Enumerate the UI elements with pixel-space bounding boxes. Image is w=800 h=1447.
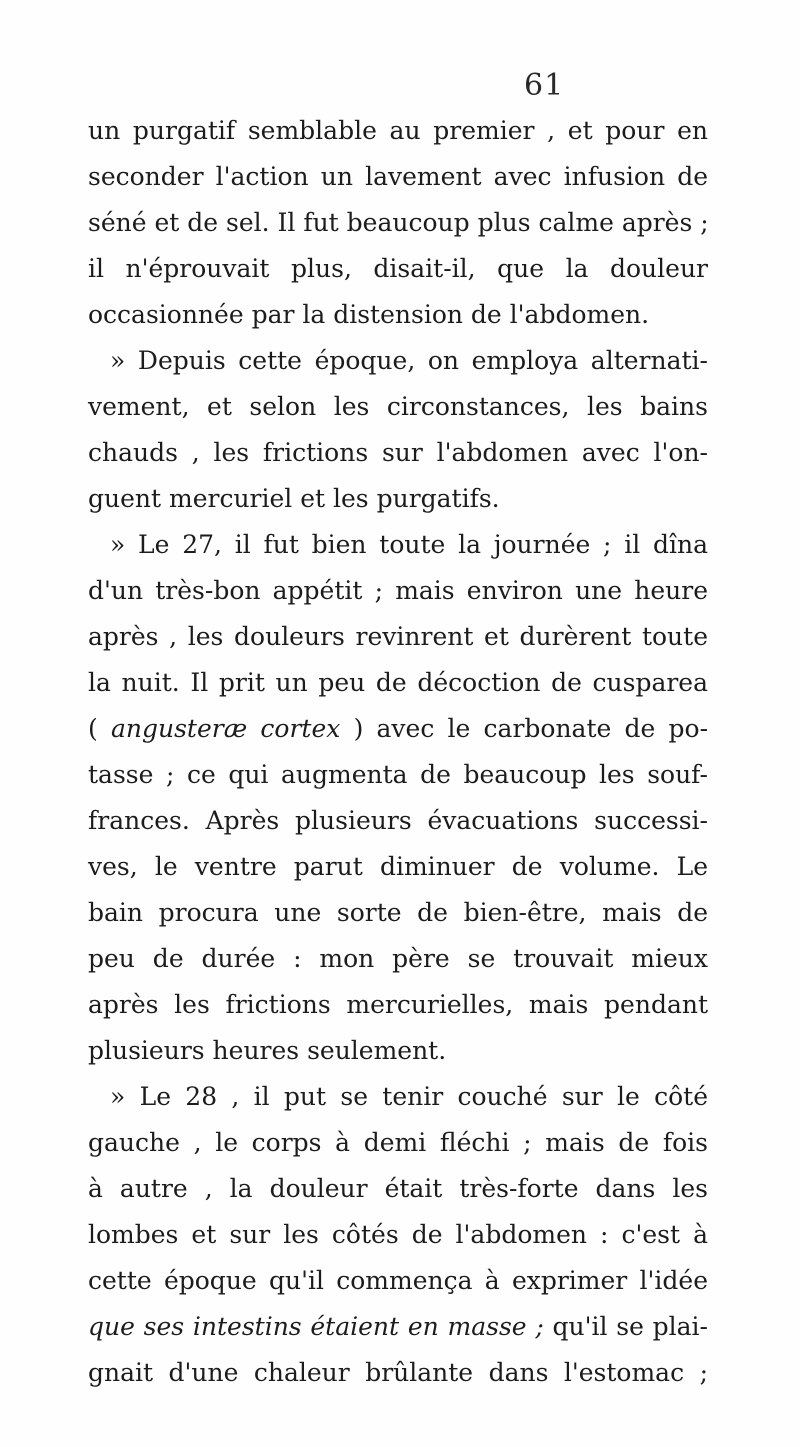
text-line: » Le 28 , il put se tenir couché sur le côté xyxy=(110,1082,708,1111)
text-line: d'un très-bon appétit ; mais environ une heure xyxy=(88,576,708,605)
text-segment: ( xyxy=(88,714,111,743)
text-line: gauche , le corps à demi fléchi ; mais de fois xyxy=(88,1128,708,1157)
body-text xyxy=(88,108,708,1396)
page-number: 61 xyxy=(524,68,565,103)
text-line: lombes et sur les côtés de l'abdomen : c'est à xyxy=(88,1220,708,1249)
text-line: vement, et selon les circonstances, les bains xyxy=(88,392,708,421)
text-line: cette époque qu'il commença à exprimer l'idée xyxy=(88,1266,708,1295)
text-line: séné et de sel. Il fut beaucoup plus calme après ; xyxy=(88,208,709,237)
text-line: après les frictions mercurielles, mais pendant xyxy=(88,990,708,1019)
text-line: guent mercuriel et les purgatifs. xyxy=(88,484,500,513)
text-line: » Depuis cette époque, on employa alternati- xyxy=(110,346,708,375)
text-segment: qu'il se plai- xyxy=(543,1312,709,1341)
text-line xyxy=(88,1304,708,1350)
text-line: ves, le ventre parut diminuer de volume. Le xyxy=(88,852,708,881)
emphasized-quote: que ses intestins étaient en masse ; xyxy=(88,1312,544,1341)
text-line: chauds , les frictions sur l'abdomen avec l'on- xyxy=(88,438,708,467)
text-line xyxy=(88,706,708,752)
text-line: plusieurs heures seulement. xyxy=(88,1036,447,1065)
text-line: tasse ; ce qui augmenta de beaucoup les souf- xyxy=(88,760,708,789)
text-segment: ) avec le carbonate de po- xyxy=(340,714,709,743)
text-line: à autre , la douleur était très-forte dans les xyxy=(88,1174,708,1203)
text-line: après , les douleurs revinrent et durèrent toute xyxy=(88,622,708,651)
text-line: la nuit. Il prit un peu de décoction de cusparea xyxy=(88,668,708,697)
text-line: occasionnée par la distension de l'abdomen. xyxy=(88,300,650,329)
text-line: bain procura une sorte de bien-être, mais de xyxy=(88,898,708,927)
text-line: il n'éprouvait plus, disait-il, que la douleur xyxy=(88,254,708,283)
text-line: gnait d'une chaleur brûlante dans l'estomac ; xyxy=(88,1358,708,1387)
text-line: un purgatif semblable au premier , et pour en xyxy=(88,116,708,145)
text-line: peu de durée : mon père se trouvait mieux xyxy=(88,944,708,973)
text-line: frances. Après plusieurs évacuations successi- xyxy=(88,806,708,835)
latin-term: angusteræ cortex xyxy=(110,714,341,743)
text-line: seconder l'action un lavement avec infusion de xyxy=(88,162,708,191)
text-line: » Le 27, il fut bien toute la journée ; il dîna xyxy=(110,530,708,559)
